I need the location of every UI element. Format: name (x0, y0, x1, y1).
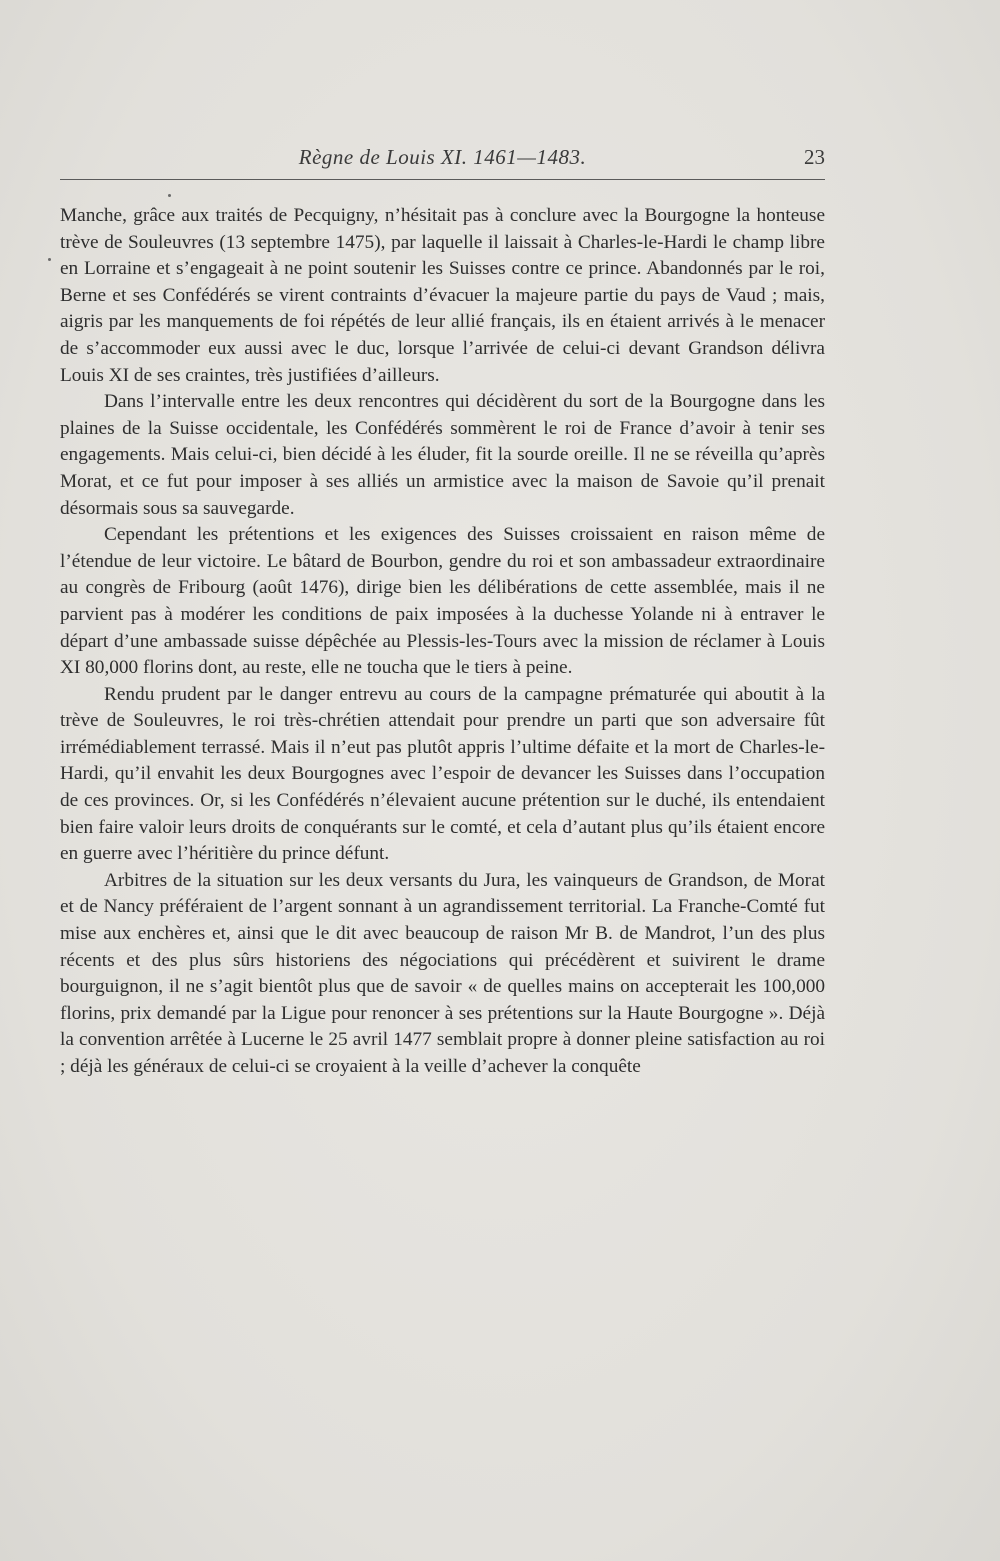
page-header (60, 145, 825, 177)
print-speck (168, 194, 171, 197)
paragraph-1: Manche, grâce aux traités de Pecquigny, n’hésitait pas à conclure avec la Bourgogne la honteuse trève de Souleuvres (13 septembre 1475), par laquelle il laissait à Charles-le-Hardi le champ libre en Lorraine et s’engageait à ne point soutenir les Suisses contre ce prince. Abandonnés par le roi, Berne et ses Confédérés se virent contraints d’évacuer la majeure partie du pays de Vaud ; mais, aigris par les manquements de foi répétés de leur allié français, ils en étaient arrivés à le menacer de s’accommoder eux aussi avec le duc, lorsque l’arrivée de celui-ci devant Grandson délivra Louis XI de ses craintes, très justifiées d’ailleurs. (60, 205, 825, 386)
paragraph-5: Arbitres de la situation sur les deux versants du Jura, les vainqueurs de Grandson, de Morat et de Nancy préféraient de l’argent sonnant à un agrandissement territorial. La Franche-Comté fut mise aux enchères et, ainsi que le dit avec beaucoup de raison Mr B. de Mandrot, l’un des plus récents et des plus sûrs historiens des négociations qui précédèrent et suivirent le drame bourguignon, il ne s’agit bientôt plus que de savoir « de quelles mains on accepterait les 100,000 florins, prix demandé par la Ligue pour renoncer à ses prétentions sur la Haute Bourgogne ». Déjà la convention arrêtée à Lucerne le 25 avril 1477 semblait propre à donner pleine satisfaction au roi ; déjà les généraux de celui-ci se croyaient à la veille d’achever la conquête (60, 869, 825, 1077)
header-rule (60, 179, 825, 180)
body-text (60, 203, 825, 1081)
paragraph-2: Dans l’intervalle entre les deux rencontres qui décidèrent du sort de la Bourgogne dans les plaines de la Suisse occidentale, les Confédérés sommèrent le roi de France d’avoir à tenir ses engagements. Mais celui-ci, bien décidé à les éluder, fit la sourde oreille. Il ne se réveilla qu’après Morat, et ce fut pour imposer à ses alliés un armistice avec la maison de Savoie qu’il prenait désormais sous sa sauvegarde. (60, 391, 825, 519)
page-number: 23 (804, 145, 825, 169)
print-speck (48, 258, 51, 261)
paragraph-3: Cependant les prétentions et les exigences des Suisses croissaient en raison même de l’étendue de leur victoire. Le bâtard de Bourbon, gendre du roi et son ambassadeur extraordinaire au congrès de Fribourg (août 1476), dirige bien les délibérations de cette assemblée, mais il ne parvient pas à modérer les conditions de paix imposées à la duchesse Yolande ni à entraver le départ d’une ambassade suisse dépêchée au Plessis-les-Tours avec la mission de réclamer à Louis XI 80,000 florins dont, au reste, elle ne toucha que le tiers à peine. (60, 524, 825, 679)
paragraph-4: Rendu prudent par le danger entrevu au cours de la campagne prématurée qui aboutit à la trève de Souleuvres, le roi très-chrétien attendait pour prendre un parti que son adversaire fût irrémédiablement terrassé. Mais il n’eut pas plutôt appris l’ultime défaite et la mort de Charles-le-Hardi, qu’il envahit les deux Bourgognes avec l’espoir de devancer les Suisses dans l’occupation de ces provinces. Or, si les Confédérés n’élevaient aucune prétention sur le duché, ils entendaient bien faire valoir leurs droits de conquérants sur le comté, et cela d’autant plus qu’ils étaient encore en guerre avec l’héritière du prince défunt. (60, 683, 825, 865)
running-title: Règne de Louis XI. 1461—1483. (298, 145, 587, 169)
